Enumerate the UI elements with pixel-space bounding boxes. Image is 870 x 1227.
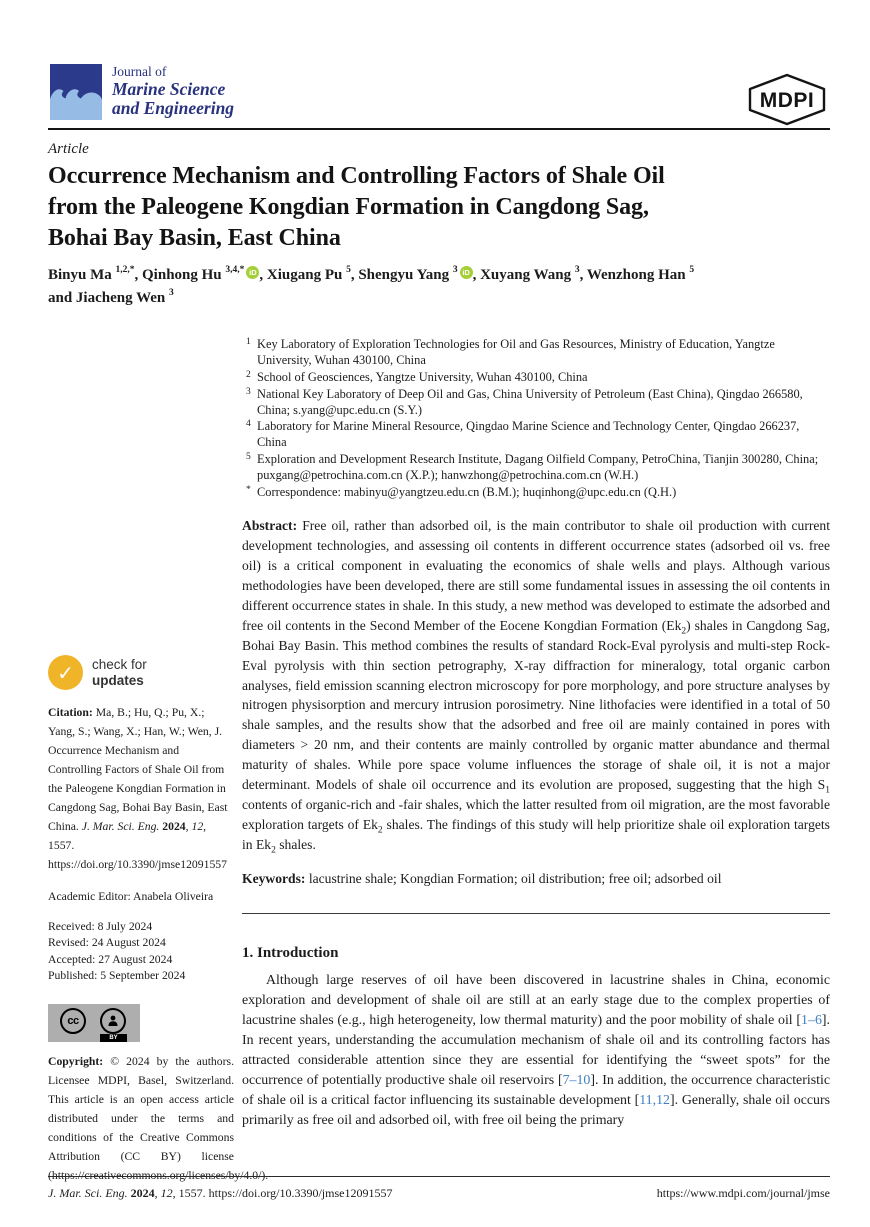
cc-glyph: cc bbox=[67, 1015, 79, 1028]
title-line1: Occurrence Mechanism and Controlling Factors of Shale Oil bbox=[48, 163, 665, 189]
abstract-label: Abstract: bbox=[242, 517, 303, 533]
footer-citation bbox=[48, 1186, 392, 1201]
title-line2: from the Paleogene Kongdian Formation in Cangdong Sag, bbox=[48, 194, 649, 221]
dates-block bbox=[48, 919, 234, 985]
author-affiliation-sup: 5 bbox=[689, 265, 695, 275]
page-title bbox=[48, 161, 830, 255]
affiliation-text: National Key Laboratory of Deep Oil and Gas, China University of Petroleum (East China), Qingdao 266580, China; s.yang@upc.edu.cn (S.Y.) bbox=[257, 386, 803, 417]
citation-journal-abbrev: J. Mar. Sci. Eng. bbox=[81, 819, 163, 833]
keywords-divider bbox=[242, 913, 830, 914]
footer-journal-abbrev: J. Mar. Sci. Eng. bbox=[48, 1186, 131, 1200]
author-name: Xiugang Pu bbox=[266, 267, 347, 283]
citation-label: Citation: bbox=[48, 706, 96, 719]
keywords-line bbox=[242, 871, 830, 887]
accepted-line: Accepted: 27 August 2024 bbox=[48, 952, 173, 966]
citation-volume: 12 bbox=[191, 819, 204, 833]
copyright-label: Copyright: bbox=[48, 1055, 111, 1069]
check-updates-line2: updates bbox=[92, 672, 144, 688]
authors-byline bbox=[48, 264, 808, 311]
check-updates-line1: check for bbox=[92, 657, 147, 673]
intro-text: ]. In addition, the occurrence characteristic of shale oil is a critical factor influencing its sustainable development [ bbox=[242, 1073, 830, 1109]
author-affiliation-sup: 3,4,* bbox=[225, 265, 245, 275]
keywords-label: Keywords: bbox=[242, 871, 309, 887]
check-icon: ✓ bbox=[57, 660, 74, 685]
author-name: Xuyang Wang bbox=[480, 267, 575, 283]
mdpi-hexagon-icon bbox=[744, 72, 830, 128]
affiliation-text: Key Laboratory of Exploration Technologies for Oil and Gas Resources, Ministry of Education, Yangtze University, Wuhan 430100, China bbox=[257, 337, 775, 367]
cc-license-badge[interactable] bbox=[48, 1004, 140, 1042]
received-line: Received: 8 July 2024 bbox=[48, 919, 153, 933]
author-separator: , bbox=[259, 267, 267, 283]
author-name: Qinhong Hu bbox=[142, 267, 226, 283]
journal-name-line1: Journal of bbox=[112, 64, 167, 79]
copyright-text: © 2024 by the authors. Licensee MDPI, Basel, Switzerland. This article is an open access article distributed under the terms and conditions of the Creative Commons Attribution (CC BY) license (https://creativecommons.org/licenses/by/4.0/). bbox=[48, 1055, 269, 1182]
affiliation-row bbox=[242, 337, 830, 369]
affiliation-number: 1 bbox=[246, 337, 251, 347]
intro-text: ]. Generally, shale oil occurs primarily as free oil and adsorbed oil, with free oil being the primary bbox=[242, 1093, 831, 1129]
author-affiliation-sup: 3 bbox=[452, 265, 458, 275]
intro-text: ]. In recent years, understanding the accumulation mechanism of shale oil and its controlling factors has attracted considerable attention since they are essential for identifying the “sweet spots” for the occurrence of potentially productive shale oil reservoirs [ bbox=[242, 1013, 830, 1089]
abstract-paragraph bbox=[242, 516, 830, 855]
section-heading-introduction: 1. Introduction bbox=[242, 945, 339, 962]
author-separator: , bbox=[134, 267, 143, 283]
reference-link[interactable]: 11,12 bbox=[639, 1093, 670, 1109]
keywords-text: lacustrine shale; Kongdian Formation; oil distribution; free oil; adsorbed oil bbox=[308, 871, 722, 887]
citation-separator: , bbox=[185, 819, 192, 833]
footer-volume: 12 bbox=[160, 1186, 173, 1200]
author-affiliation-sup: 3 bbox=[169, 288, 174, 299]
journal-logo bbox=[50, 64, 102, 120]
subscript: 2 bbox=[377, 826, 383, 836]
correspondence-row bbox=[242, 485, 830, 501]
orcid-icon[interactable]: iD bbox=[460, 266, 473, 279]
check-updates-text bbox=[92, 657, 147, 687]
author-separator: , bbox=[472, 267, 481, 283]
person-glyph bbox=[106, 1014, 120, 1028]
published-line: Published: 5 September 2024 bbox=[48, 969, 186, 983]
author-name: Wenzhong Han bbox=[586, 267, 690, 283]
author-name: Shengyu Yang bbox=[358, 267, 453, 283]
revised-line: Revised: 24 August 2024 bbox=[48, 936, 166, 950]
journal-name-line3: and Engineering bbox=[112, 98, 235, 119]
author-separator: , bbox=[350, 267, 359, 283]
subscript: 2 bbox=[271, 845, 276, 856]
affiliation-number: 3 bbox=[246, 386, 251, 397]
correspondence-marker: * bbox=[246, 484, 251, 495]
abstract-text: shales. bbox=[275, 837, 316, 853]
author-affiliation-sup: 1,2,* bbox=[115, 265, 135, 275]
footer-journal-url[interactable]: https://www.mdpi.com/journal/jmse bbox=[656, 1186, 830, 1200]
citation-year: 2024 bbox=[162, 819, 186, 833]
abstract-text: Free oil, rather than adsorbed oil, is the main contributor to shale oil production with current development technologies, and assessing oil contents in different occurrence states (adsorbed oil vs. free oil) is a critical component in evaluating the economics of shale wells and plays. Although various methodologies have been developed, there are still some fundamental issues in assessing the oil contents in different occurrence states in shale. In this study, a new method was developed to estimate the adsorbed and free oil contents in the Second Member of the Eocene Kongdian Formation (Ek bbox=[242, 517, 830, 633]
subscript: 1 bbox=[825, 786, 830, 797]
intro-text: Although large reserves of oil have been discovered in lacustrine shales in China, economic exploration and development of shale oil are still at an early stage due to the complex properties of lacustrine shales (e.g., high heterogeneity, low thermal maturity) and the poor mobility of shale oil [ bbox=[242, 973, 830, 1029]
affiliation-row bbox=[242, 419, 830, 451]
affiliation-text: School of Geosciences, Yangtze University, Wuhan 430100, China bbox=[257, 369, 588, 384]
affiliation-number: 4 bbox=[246, 419, 251, 430]
author-affiliation-sup: 5 bbox=[346, 265, 351, 275]
header-divider bbox=[48, 128, 830, 130]
affiliation-row bbox=[242, 452, 830, 484]
title-line3: Bohai Bay Basin, East China bbox=[48, 225, 341, 252]
reference-link[interactable]: 7–10 bbox=[562, 1073, 591, 1089]
crossmark-circle bbox=[48, 655, 83, 690]
person-icon bbox=[100, 1008, 126, 1034]
article-type-label: Article bbox=[48, 141, 89, 157]
citation-block bbox=[48, 704, 234, 875]
mdpi-logo[interactable] bbox=[744, 72, 830, 133]
affiliations-list bbox=[242, 337, 830, 501]
affiliation-text: Exploration and Development Research Institute, Dagang Oilfield Company, PetroChina, Tianjin 300280, China; puxgang@petrochina.com.cn (X.P.); hanwzhong@petrochina.com.cn (W.H.) bbox=[257, 452, 819, 482]
check-updates-badge[interactable] bbox=[48, 655, 234, 690]
author-name: and Jiacheng Wen bbox=[48, 290, 170, 307]
author-affiliation-sup: 3 bbox=[574, 265, 580, 275]
subscript: 2 bbox=[681, 626, 687, 637]
authors-line2 bbox=[48, 290, 174, 306]
journal-logo-waves-icon bbox=[50, 64, 102, 120]
left-sidebar bbox=[48, 655, 269, 1186]
abstract-text: ) shales in Cangdong Sag, Bohai Bay Basin. This method combines the results of standard Rock-Eval pyrolysis and multi-step Rock-Eval pyrolysis with thin section petrography, X-ray diffraction for mineralogy, total organic carbon analyses, field emission scanning electron microscopy for pore morphology, and pore structure analyses by nitrogen physisorption and mercury intrusion porosimetry. Nine lithofacies were identified in a total of 50 shale samples, and the results show that the adsorbed and free oil are mainly contained in pores with diameters > 20 nm, and their contents are mainly controlled by organic matter abundance and thermal maturity of shales. While pore space volume influences the storage of shale oil, it is not a major determinant. Models of shale oil occurrence and its evolution are proposed, suggesting that the high S bbox=[242, 617, 830, 793]
abstract-text: shales. The findings of this study will help prioritize shale oil exploration targets in Ek bbox=[242, 817, 830, 853]
footer-doi[interactable]: , 1557. https://doi.org/10.3390/jmse12091557 bbox=[172, 1186, 393, 1200]
journal-name bbox=[112, 65, 234, 119]
by-label: BY bbox=[100, 1034, 127, 1042]
affiliation-row bbox=[242, 370, 830, 386]
footer-separator: , bbox=[154, 1186, 161, 1200]
reference-link[interactable]: 1–6 bbox=[801, 1013, 822, 1029]
authors-line1 bbox=[48, 267, 694, 283]
affiliation-text: Laboratory for Marine Mineral Resource, Qingdao Marine Science and Technology Center, Qingdao 266237, China bbox=[257, 419, 800, 450]
journal-name-line2: Marine Science bbox=[112, 78, 226, 99]
main-column bbox=[242, 337, 830, 1131]
citation-text: Ma, B.; Hu, Q.; Pu, X.; Yang, S.; Wang, X.; Han, W.; Wen, J. Occurrence Mechanism and Controlling Factors of Shale Oil from the Paleogene Kongdian Formation in Cangdong Sag, Bohai Bay Basin, East China. bbox=[48, 706, 228, 833]
orcid-icon[interactable]: iD bbox=[246, 266, 259, 279]
introduction-paragraph bbox=[242, 971, 830, 1131]
author-name: Binyu Ma bbox=[48, 267, 116, 283]
academic-editor-line: Academic Editor: Anabela Oliveira bbox=[48, 889, 214, 903]
affiliation-number: 5 bbox=[246, 452, 251, 463]
affiliation-row bbox=[242, 387, 830, 419]
cc-icon bbox=[60, 1008, 86, 1034]
footer-divider bbox=[48, 1176, 830, 1177]
abstract-text: contents of organic-rich and -fair shales, which the latter resulted from oil migration, are the most favorable exploration targets of Ek bbox=[242, 797, 830, 833]
mdpi-logo-text: MDPI bbox=[759, 89, 815, 112]
author-separator: , bbox=[579, 267, 587, 283]
correspondence-text: Correspondence: mabinyu@yangtzeu.edu.cn (B.M.); huqinhong@upc.edu.cn (Q.H.) bbox=[257, 484, 677, 499]
footer-year: 2024 bbox=[130, 1186, 155, 1200]
citation-doi[interactable]: , 1557. https://doi.org/10.3390/jmse12091557 bbox=[48, 819, 227, 871]
affiliation-number: 2 bbox=[246, 369, 251, 380]
copyright-block bbox=[48, 1053, 269, 1186]
